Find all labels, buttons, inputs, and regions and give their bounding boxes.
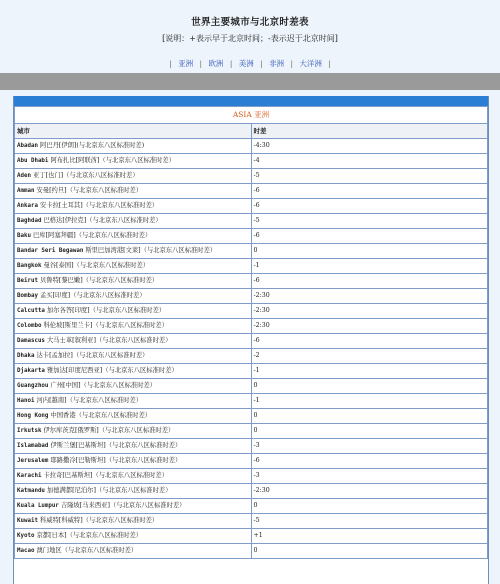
panel-topbar <box>14 96 488 106</box>
table-row <box>15 364 488 379</box>
city-name-cn: 大马士革[叙利亚]（与北京东八区标准时差） <box>46 337 172 344</box>
city-cell <box>15 184 252 199</box>
city-name-cn: 耶路撒冷[巴勒斯坦]（与北京东八区标准时差） <box>50 457 182 464</box>
table-row <box>15 379 488 394</box>
nav-link-asia[interactable]: 亚洲 <box>178 59 194 68</box>
table-row <box>15 199 488 214</box>
city-name-en: Kuwait <box>17 518 38 524</box>
time-diff-cell: -6 <box>251 229 488 244</box>
table-row <box>15 454 488 469</box>
nav-link-africa[interactable]: 非洲 <box>269 59 285 68</box>
time-diff-cell: -2:30 <box>251 484 488 499</box>
city-name-en: Bombay <box>17 293 38 299</box>
city-name-cn: 斯里巴加湾港[文莱]（与北京东八区标准时差） <box>85 247 217 254</box>
region-header-row <box>15 107 488 124</box>
city-name-cn: 巴格达[伊拉克]（与北京东八区标准时差） <box>43 217 162 224</box>
divider-band <box>0 73 500 90</box>
city-name-cn: 安卡拉[土耳其]（与北京东八区标准时差） <box>39 202 159 209</box>
time-diff-cell: -5 <box>251 514 488 529</box>
city-cell <box>15 424 252 439</box>
table-row <box>15 514 488 529</box>
city-cell <box>15 289 252 304</box>
table-row <box>15 469 488 484</box>
city-name-en: Dhaka <box>17 353 35 359</box>
city-name-cn: 加尔各答[印度]（与北京东八区标准时差） <box>46 307 166 314</box>
city-name-en: Bandar Seri Begawan <box>17 248 84 254</box>
time-diff-cell: -5 <box>251 169 488 184</box>
table-row <box>15 544 488 559</box>
city-cell <box>15 319 252 334</box>
nav-link-europe[interactable]: 欧洲 <box>208 59 224 68</box>
city-name-cn: 科威特[科威特]（与北京东八区标准时差） <box>39 517 159 524</box>
city-name-cn: 伊斯兰堡[巴基斯坦]（与北京东八区标准时差） <box>50 442 182 449</box>
city-name-en: Katmandu <box>17 488 45 494</box>
city-name-cn: 卡拉奇[巴基斯坦]（与北京东八区标准时差） <box>43 472 169 479</box>
time-diff-cell: -2:30 <box>251 289 488 304</box>
city-name-cn: 雅加达[印度尼西亚]（与北京东八区标准时差） <box>46 367 178 374</box>
time-diff-cell: -1 <box>251 259 488 274</box>
city-cell <box>15 379 252 394</box>
time-diff-cell: 0 <box>251 409 488 424</box>
city-cell <box>15 454 252 469</box>
city-name-cn: 安曼[约旦]（与北京东八区标准时差） <box>36 187 143 194</box>
city-cell <box>15 244 252 259</box>
time-diff-cell: -2:30 <box>251 304 488 319</box>
city-name-cn: 吉隆坡[马来西亚]（与北京东八区标准时差） <box>60 502 186 509</box>
city-name-cn: 曼谷[泰国]（与北京东八区标准时差） <box>43 262 150 269</box>
time-diff-cell: -3 <box>251 439 488 454</box>
city-name-en: Calcutta <box>17 308 45 314</box>
region-nav: | 亚洲 | 欧洲 | 美洲 | 非洲 | 大洋洲 | <box>169 59 331 68</box>
city-cell <box>15 469 252 484</box>
city-name-en: Guangzhou <box>17 383 49 389</box>
city-name-cn: 达卡[孟加拉]（与北京东八区标准时差） <box>36 352 149 359</box>
time-diff-cell: -6 <box>251 454 488 469</box>
time-diff-cell: -5 <box>251 214 488 229</box>
table-row <box>15 424 488 439</box>
city-name-cn: 孟买[印度]（与北京东八区标准时差） <box>39 292 146 299</box>
time-diff-cell: -6 <box>251 184 488 199</box>
table-row <box>15 394 488 409</box>
city-cell <box>15 139 252 154</box>
time-diff-cell: -6 <box>251 274 488 289</box>
table-row <box>15 439 488 454</box>
time-diff-cell: 0 <box>251 244 488 259</box>
city-cell <box>15 409 252 424</box>
city-name-cn: 中国香港（与北京东八区标准时差） <box>50 412 152 419</box>
table-row <box>15 274 488 289</box>
table-row <box>15 244 488 259</box>
table-row <box>15 169 488 184</box>
city-cell <box>15 334 252 349</box>
table-row <box>15 334 488 349</box>
city-cell <box>15 394 252 409</box>
city-name-cn: 亚丁[也门]（与北京东八区标准时差） <box>32 172 139 179</box>
city-name-en: Abu Dhabi <box>17 158 49 164</box>
table-row <box>15 484 488 499</box>
city-name-cn: 阿布扎比[阿联酋]（与北京东八区标准时差） <box>50 157 175 164</box>
column-header-diff: 时差 <box>251 124 488 139</box>
city-cell <box>15 259 252 274</box>
city-name-cn: 加德满都[尼泊尔]（与北京东八区标准时差） <box>46 487 172 494</box>
time-diff-cell: +1 <box>251 529 488 544</box>
city-name-en: Bangkok <box>17 263 42 269</box>
time-diff-cell: -6 <box>251 199 488 214</box>
city-name-cn: 科伦坡[斯里兰卡]（与北京东八区标准时差） <box>43 322 169 329</box>
city-name-en: Karachi <box>17 473 42 479</box>
table-row <box>15 319 488 334</box>
city-name-en: Hanoi <box>17 398 35 404</box>
city-name-cn: 河内[越南]（与北京东八区标准时差） <box>36 397 143 404</box>
table-row <box>15 154 488 169</box>
page-header <box>0 0 500 69</box>
city-name-cn: 广州[中国]（与北京东八区标准时差） <box>50 382 157 389</box>
city-name-en: Aden <box>17 173 31 179</box>
column-header-row <box>15 124 488 139</box>
city-cell <box>15 169 252 184</box>
page-subtitle: [说明：+表示早于北京时间；-表示迟于北京时间] <box>162 34 338 43</box>
city-name-en: Beirut <box>17 278 38 284</box>
table-row <box>15 259 488 274</box>
city-name-en: Djakarta <box>17 368 45 374</box>
time-diff-cell: 0 <box>251 544 488 559</box>
city-name-en: Damascus <box>17 338 45 344</box>
city-name-cn: 京都[日本]（与北京东八区标准时差） <box>36 532 143 539</box>
city-name-en: Kyoto <box>17 533 35 539</box>
city-cell <box>15 214 252 229</box>
city-cell <box>15 484 252 499</box>
table-row <box>15 499 488 514</box>
city-name-cn: 贝鲁特[黎巴嫩]（与北京东八区标准时差） <box>39 277 159 284</box>
time-diff-cell: -3 <box>251 469 488 484</box>
time-diff-cell: -6 <box>251 334 488 349</box>
city-name-en: Amman <box>17 188 35 194</box>
column-header-city: 城市 <box>15 124 252 139</box>
city-cell <box>15 544 252 559</box>
city-cell <box>15 199 252 214</box>
time-diff-cell: -4 <box>251 154 488 169</box>
nav-link-america[interactable]: 美洲 <box>238 59 254 68</box>
time-diff-cell: 0 <box>251 379 488 394</box>
table-row <box>15 229 488 244</box>
city-cell <box>15 364 252 379</box>
city-name-en: Irkutsk <box>17 428 42 434</box>
table-row <box>15 304 488 319</box>
table-row <box>15 289 488 304</box>
table-row <box>15 409 488 424</box>
city-name-en: Islamabad <box>17 443 49 449</box>
city-name-en: Baghdad <box>17 218 42 224</box>
city-cell <box>15 349 252 364</box>
timezone-table-panel <box>13 96 489 584</box>
page-title: 世界主要城市与北京时差表 <box>191 17 309 28</box>
city-name-cn: 阿巴丹[伊朗](与北京东八区标准时差) <box>39 142 145 149</box>
city-name-en: Baku <box>17 233 31 239</box>
time-diff-cell: 0 <box>251 499 488 514</box>
city-cell <box>15 514 252 529</box>
city-cell <box>15 154 252 169</box>
table-row <box>15 349 488 364</box>
city-cell <box>15 229 252 244</box>
table-row <box>15 139 488 154</box>
table-row <box>15 529 488 544</box>
city-name-cn: 巴库[阿塞拜疆]（与北京东八区标准时差） <box>32 232 152 239</box>
time-diff-cell: -2:30 <box>251 319 488 334</box>
timezone-table <box>14 106 488 559</box>
city-name-en: Hong Kong <box>17 413 49 419</box>
region-title: ASIA 亚洲 <box>15 107 488 124</box>
city-cell <box>15 499 252 514</box>
city-name-en: Kuala Lumpur <box>17 503 59 509</box>
city-name-en: Ankara <box>17 203 38 209</box>
time-diff-cell: -1 <box>251 364 488 379</box>
time-diff-cell: -1 <box>251 394 488 409</box>
time-diff-cell: -4:30 <box>251 139 488 154</box>
table-row <box>15 184 488 199</box>
city-name-en: Jerusalem <box>17 458 49 464</box>
city-cell <box>15 439 252 454</box>
city-name-en: Colombo <box>17 323 42 329</box>
city-name-cn: 澳门地区（与北京东八区标准时差） <box>36 547 138 554</box>
city-name-cn: 伊尔库茨克[俄罗斯]（与北京东八区标准时差） <box>43 427 175 434</box>
time-diff-cell: 0 <box>251 424 488 439</box>
city-name-en: Macao <box>17 548 35 554</box>
time-diff-cell: -2 <box>251 349 488 364</box>
table-row <box>15 214 488 229</box>
nav-link-oceania[interactable]: 大洋洲 <box>299 59 322 68</box>
city-cell <box>15 274 252 289</box>
city-cell <box>15 304 252 319</box>
city-name-en: Abadan <box>17 143 38 149</box>
city-cell <box>15 529 252 544</box>
